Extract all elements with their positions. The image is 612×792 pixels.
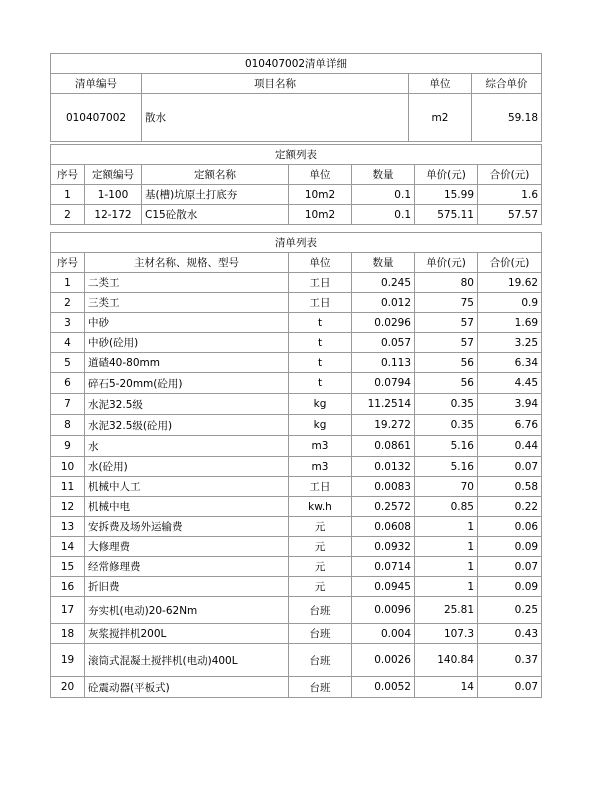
quota-header-code: 定额编号 bbox=[85, 165, 142, 185]
header-unit: 单位 bbox=[409, 74, 472, 94]
material-qty: 0.113 bbox=[352, 353, 415, 373]
page-title: 010407002清单详细 bbox=[51, 54, 542, 74]
material-total: 0.9 bbox=[478, 293, 542, 313]
material-unit: 元 bbox=[289, 517, 352, 537]
material-total: 0.07 bbox=[478, 457, 542, 477]
material-qty: 0.012 bbox=[352, 293, 415, 313]
material-unit: m3 bbox=[289, 457, 352, 477]
material-price: 5.16 bbox=[415, 457, 478, 477]
materials-header-name: 主材名称、规格、型号 bbox=[85, 253, 289, 273]
material-unit: 元 bbox=[289, 577, 352, 597]
material-price: 14 bbox=[415, 677, 478, 698]
item-code: 010407002 bbox=[51, 94, 142, 142]
material-seq: 9 bbox=[51, 436, 85, 457]
quota-unit: 10m2 bbox=[289, 185, 352, 205]
table-row bbox=[51, 394, 542, 415]
material-name: 夯实机(电动)20-62Nm bbox=[85, 597, 289, 624]
table-row bbox=[51, 373, 542, 394]
material-seq: 5 bbox=[51, 353, 85, 373]
table-row bbox=[51, 185, 542, 205]
material-price: 1 bbox=[415, 557, 478, 577]
material-qty: 0.004 bbox=[352, 624, 415, 644]
material-price: 1 bbox=[415, 537, 478, 557]
item-unit: m2 bbox=[409, 94, 472, 142]
material-name: 中砂 bbox=[85, 313, 289, 333]
material-price: 56 bbox=[415, 373, 478, 394]
material-unit: 台班 bbox=[289, 677, 352, 698]
material-name: 灰浆搅拌机200L bbox=[85, 624, 289, 644]
quota-unit: 10m2 bbox=[289, 205, 352, 225]
table-row bbox=[51, 557, 542, 577]
material-name: 机械中电 bbox=[85, 497, 289, 517]
material-qty: 0.0794 bbox=[352, 373, 415, 394]
material-seq: 11 bbox=[51, 477, 85, 497]
quota-header-total: 合价(元) bbox=[478, 165, 542, 185]
table-row bbox=[51, 273, 542, 293]
materials-header-unit: 单位 bbox=[289, 253, 352, 273]
material-qty: 19.272 bbox=[352, 415, 415, 436]
material-total: 0.22 bbox=[478, 497, 542, 517]
table-row bbox=[51, 333, 542, 353]
material-name: 机械中人工 bbox=[85, 477, 289, 497]
table-row bbox=[51, 497, 542, 517]
quota-price: 575.11 bbox=[415, 205, 478, 225]
material-price: 107.3 bbox=[415, 624, 478, 644]
material-name: 折旧费 bbox=[85, 577, 289, 597]
quota-header-qty: 数量 bbox=[352, 165, 415, 185]
quota-qty: 0.1 bbox=[352, 185, 415, 205]
material-total: 6.76 bbox=[478, 415, 542, 436]
material-name: 砼震动器(平板式) bbox=[85, 677, 289, 698]
materials-header-qty: 数量 bbox=[352, 253, 415, 273]
material-total: 0.44 bbox=[478, 436, 542, 457]
quota-name: 基(槽)坑原土打底夯 bbox=[142, 185, 289, 205]
item-summary-table bbox=[50, 53, 542, 142]
materials-table bbox=[50, 232, 542, 698]
material-seq: 16 bbox=[51, 577, 85, 597]
quota-price: 15.99 bbox=[415, 185, 478, 205]
quota-name: C15砼散水 bbox=[142, 205, 289, 225]
material-price: 0.35 bbox=[415, 394, 478, 415]
material-unit: kg bbox=[289, 415, 352, 436]
material-name: 安拆费及场外运输费 bbox=[85, 517, 289, 537]
material-qty: 0.0608 bbox=[352, 517, 415, 537]
material-total: 19.62 bbox=[478, 273, 542, 293]
material-seq: 2 bbox=[51, 293, 85, 313]
quota-header-price: 单价(元) bbox=[415, 165, 478, 185]
table-row bbox=[51, 677, 542, 698]
material-unit: t bbox=[289, 333, 352, 353]
material-seq: 6 bbox=[51, 373, 85, 394]
material-name: 水泥32.5级 bbox=[85, 394, 289, 415]
material-qty: 0.0096 bbox=[352, 597, 415, 624]
quota-header-seq: 序号 bbox=[51, 165, 85, 185]
quota-header-name: 定额名称 bbox=[142, 165, 289, 185]
table-row bbox=[51, 517, 542, 537]
quota-qty: 0.1 bbox=[352, 205, 415, 225]
material-total: 0.07 bbox=[478, 677, 542, 698]
material-unit: t bbox=[289, 373, 352, 394]
quota-code: 12-172 bbox=[85, 205, 142, 225]
material-seq: 15 bbox=[51, 557, 85, 577]
material-qty: 0.0026 bbox=[352, 644, 415, 677]
table-row bbox=[51, 537, 542, 557]
material-name: 水(砼用) bbox=[85, 457, 289, 477]
material-seq: 8 bbox=[51, 415, 85, 436]
material-qty: 0.057 bbox=[352, 333, 415, 353]
table-row bbox=[51, 624, 542, 644]
quota-total: 57.57 bbox=[478, 205, 542, 225]
material-name: 水 bbox=[85, 436, 289, 457]
quota-total: 1.6 bbox=[478, 185, 542, 205]
material-seq: 10 bbox=[51, 457, 85, 477]
material-total: 0.09 bbox=[478, 577, 542, 597]
material-price: 25.81 bbox=[415, 597, 478, 624]
material-qty: 0.0132 bbox=[352, 457, 415, 477]
material-unit: t bbox=[289, 313, 352, 333]
material-name: 三类工 bbox=[85, 293, 289, 313]
material-qty: 0.245 bbox=[352, 273, 415, 293]
material-price: 57 bbox=[415, 313, 478, 333]
quota-table bbox=[50, 144, 542, 225]
material-total: 0.25 bbox=[478, 597, 542, 624]
material-qty: 0.0932 bbox=[352, 537, 415, 557]
item-unit-price: 59.18 bbox=[472, 94, 542, 142]
table-row bbox=[51, 353, 542, 373]
material-seq: 1 bbox=[51, 273, 85, 293]
material-unit: m3 bbox=[289, 436, 352, 457]
material-name: 水泥32.5级(砼用) bbox=[85, 415, 289, 436]
material-price: 1 bbox=[415, 517, 478, 537]
quota-code: 1-100 bbox=[85, 185, 142, 205]
material-total: 0.43 bbox=[478, 624, 542, 644]
material-unit: t bbox=[289, 353, 352, 373]
material-qty: 0.0083 bbox=[352, 477, 415, 497]
material-price: 80 bbox=[415, 273, 478, 293]
material-total: 0.07 bbox=[478, 557, 542, 577]
material-total: 0.58 bbox=[478, 477, 542, 497]
quota-header-unit: 单位 bbox=[289, 165, 352, 185]
material-seq: 19 bbox=[51, 644, 85, 677]
material-qty: 0.0945 bbox=[352, 577, 415, 597]
material-name: 碎石5-20mm(砼用) bbox=[85, 373, 289, 394]
table-row bbox=[51, 477, 542, 497]
material-qty: 0.2572 bbox=[352, 497, 415, 517]
material-total: 3.25 bbox=[478, 333, 542, 353]
materials-section-title: 清单列表 bbox=[51, 233, 542, 253]
material-unit: kw.h bbox=[289, 497, 352, 517]
material-qty: 0.0861 bbox=[352, 436, 415, 457]
material-seq: 12 bbox=[51, 497, 85, 517]
material-name: 中砂(砼用) bbox=[85, 333, 289, 353]
material-price: 70 bbox=[415, 477, 478, 497]
material-total: 0.37 bbox=[478, 644, 542, 677]
material-qty: 0.0714 bbox=[352, 557, 415, 577]
material-unit: kg bbox=[289, 394, 352, 415]
material-qty: 0.0052 bbox=[352, 677, 415, 698]
materials-header-total: 合价(元) bbox=[478, 253, 542, 273]
quota-section-title: 定额列表 bbox=[51, 145, 542, 165]
quota-seq: 1 bbox=[51, 185, 85, 205]
material-price: 57 bbox=[415, 333, 478, 353]
table-row bbox=[51, 293, 542, 313]
material-price: 140.84 bbox=[415, 644, 478, 677]
table-row bbox=[51, 577, 542, 597]
material-total: 6.34 bbox=[478, 353, 542, 373]
materials-header-seq: 序号 bbox=[51, 253, 85, 273]
material-seq: 3 bbox=[51, 313, 85, 333]
material-price: 0.35 bbox=[415, 415, 478, 436]
material-name: 滚筒式混凝土搅拌机(电动)400L bbox=[85, 644, 289, 677]
material-price: 75 bbox=[415, 293, 478, 313]
quota-seq: 2 bbox=[51, 205, 85, 225]
material-qty: 0.0296 bbox=[352, 313, 415, 333]
material-unit: 台班 bbox=[289, 624, 352, 644]
table-row bbox=[51, 644, 542, 677]
material-price: 5.16 bbox=[415, 436, 478, 457]
material-total: 3.94 bbox=[478, 394, 542, 415]
material-seq: 14 bbox=[51, 537, 85, 557]
material-unit: 工日 bbox=[289, 293, 352, 313]
material-total: 0.09 bbox=[478, 537, 542, 557]
table-row bbox=[51, 415, 542, 436]
material-total: 0.06 bbox=[478, 517, 542, 537]
material-total: 1.69 bbox=[478, 313, 542, 333]
material-seq: 18 bbox=[51, 624, 85, 644]
header-unit-price: 综合单价 bbox=[472, 74, 542, 94]
table-row bbox=[51, 436, 542, 457]
table-row bbox=[51, 205, 542, 225]
material-seq: 20 bbox=[51, 677, 85, 698]
material-seq: 13 bbox=[51, 517, 85, 537]
material-unit: 元 bbox=[289, 557, 352, 577]
material-qty: 11.2514 bbox=[352, 394, 415, 415]
material-name: 二类工 bbox=[85, 273, 289, 293]
material-price: 0.85 bbox=[415, 497, 478, 517]
header-code: 清单编号 bbox=[51, 74, 142, 94]
material-name: 大修理费 bbox=[85, 537, 289, 557]
materials-header-price: 单价(元) bbox=[415, 253, 478, 273]
material-seq: 17 bbox=[51, 597, 85, 624]
item-name: 散水 bbox=[142, 94, 409, 142]
material-price: 1 bbox=[415, 577, 478, 597]
material-price: 56 bbox=[415, 353, 478, 373]
table-row bbox=[51, 457, 542, 477]
material-name: 道碴40-80mm bbox=[85, 353, 289, 373]
header-name: 项目名称 bbox=[142, 74, 409, 94]
table-row bbox=[51, 597, 542, 624]
material-unit: 工日 bbox=[289, 273, 352, 293]
material-unit: 元 bbox=[289, 537, 352, 557]
material-seq: 4 bbox=[51, 333, 85, 353]
material-total: 4.45 bbox=[478, 373, 542, 394]
material-unit: 台班 bbox=[289, 597, 352, 624]
material-seq: 7 bbox=[51, 394, 85, 415]
material-unit: 台班 bbox=[289, 644, 352, 677]
material-name: 经常修理费 bbox=[85, 557, 289, 577]
material-unit: 工日 bbox=[289, 477, 352, 497]
table-row bbox=[51, 313, 542, 333]
